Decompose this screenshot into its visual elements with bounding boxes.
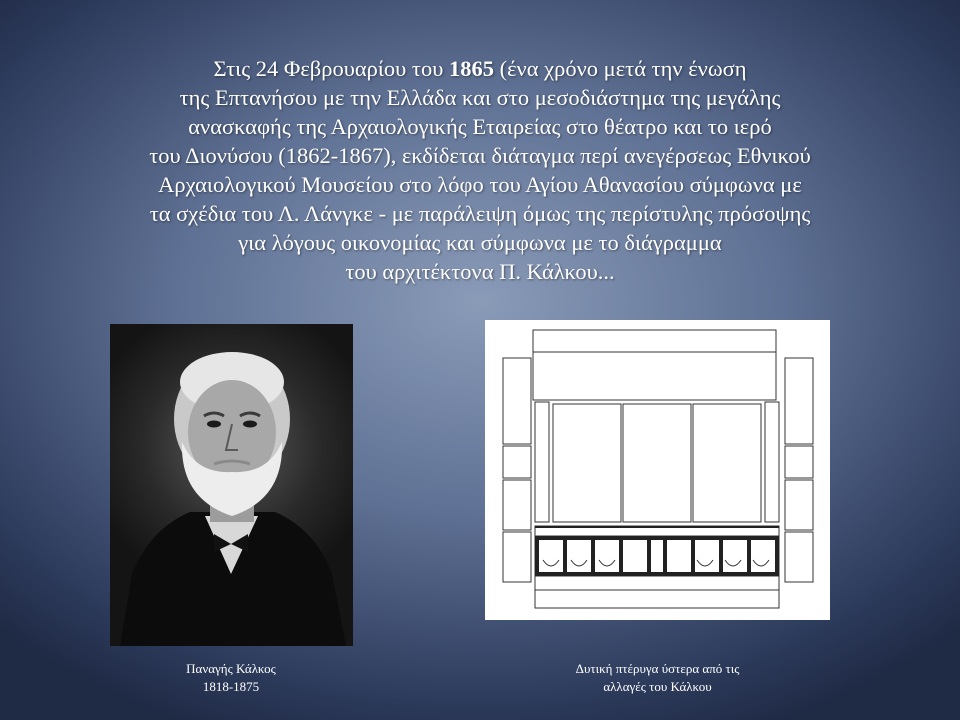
- portrait-years: 1818-1875: [202, 679, 260, 694]
- plan-caption: [500, 660, 815, 696]
- body-line: ανασκαφής της Αρχαιολογικής Εταιρείας στο θέατρο και το ιερό: [188, 114, 772, 139]
- body-line: τα σχέδια του Λ. Λάνγκε - με παράλειψη όμως της περίστυλης πρόσοψης: [149, 201, 811, 226]
- slide-body-text: [40, 54, 920, 286]
- floor-plan-drawing: [485, 320, 830, 620]
- body-line: Στις 24 Φεβρουαρίου του 1865 (ένα χρόνο μετά την ένωση: [213, 56, 747, 81]
- plan-caption-line: Δυτική πτέρυγα ύστερα από τις: [575, 661, 740, 676]
- portrait-illustration: [110, 324, 353, 646]
- body-line: του αρχιτέκτονα Π. Κάλκου...: [345, 259, 615, 284]
- portrait-image: [110, 324, 353, 646]
- body-line: Αρχαιολογικού Μουσείου στο λόφο του Αγίου Αθανασίου σύμφωνα με: [158, 172, 802, 197]
- portrait-name: Παναγής Κάλκος: [186, 661, 276, 676]
- portrait-caption: [120, 660, 342, 696]
- year-emphasis: 1865: [448, 56, 494, 81]
- plan-caption-line: αλλαγές του Κάλκου: [603, 679, 712, 694]
- floor-plan-image: [485, 320, 830, 620]
- body-line: για λόγους οικονομίας και σύμφωνα με το διάγραμμα: [238, 230, 722, 255]
- body-line: του Διονύσου (1862-1867), εκδίδεται διάταγμα περί ανεγέρσεως Εθνικού: [149, 143, 811, 168]
- body-line: της Επτανήσου με την Ελλάδα και στο μεσοδιάστημα της μεγάλης: [179, 85, 781, 110]
